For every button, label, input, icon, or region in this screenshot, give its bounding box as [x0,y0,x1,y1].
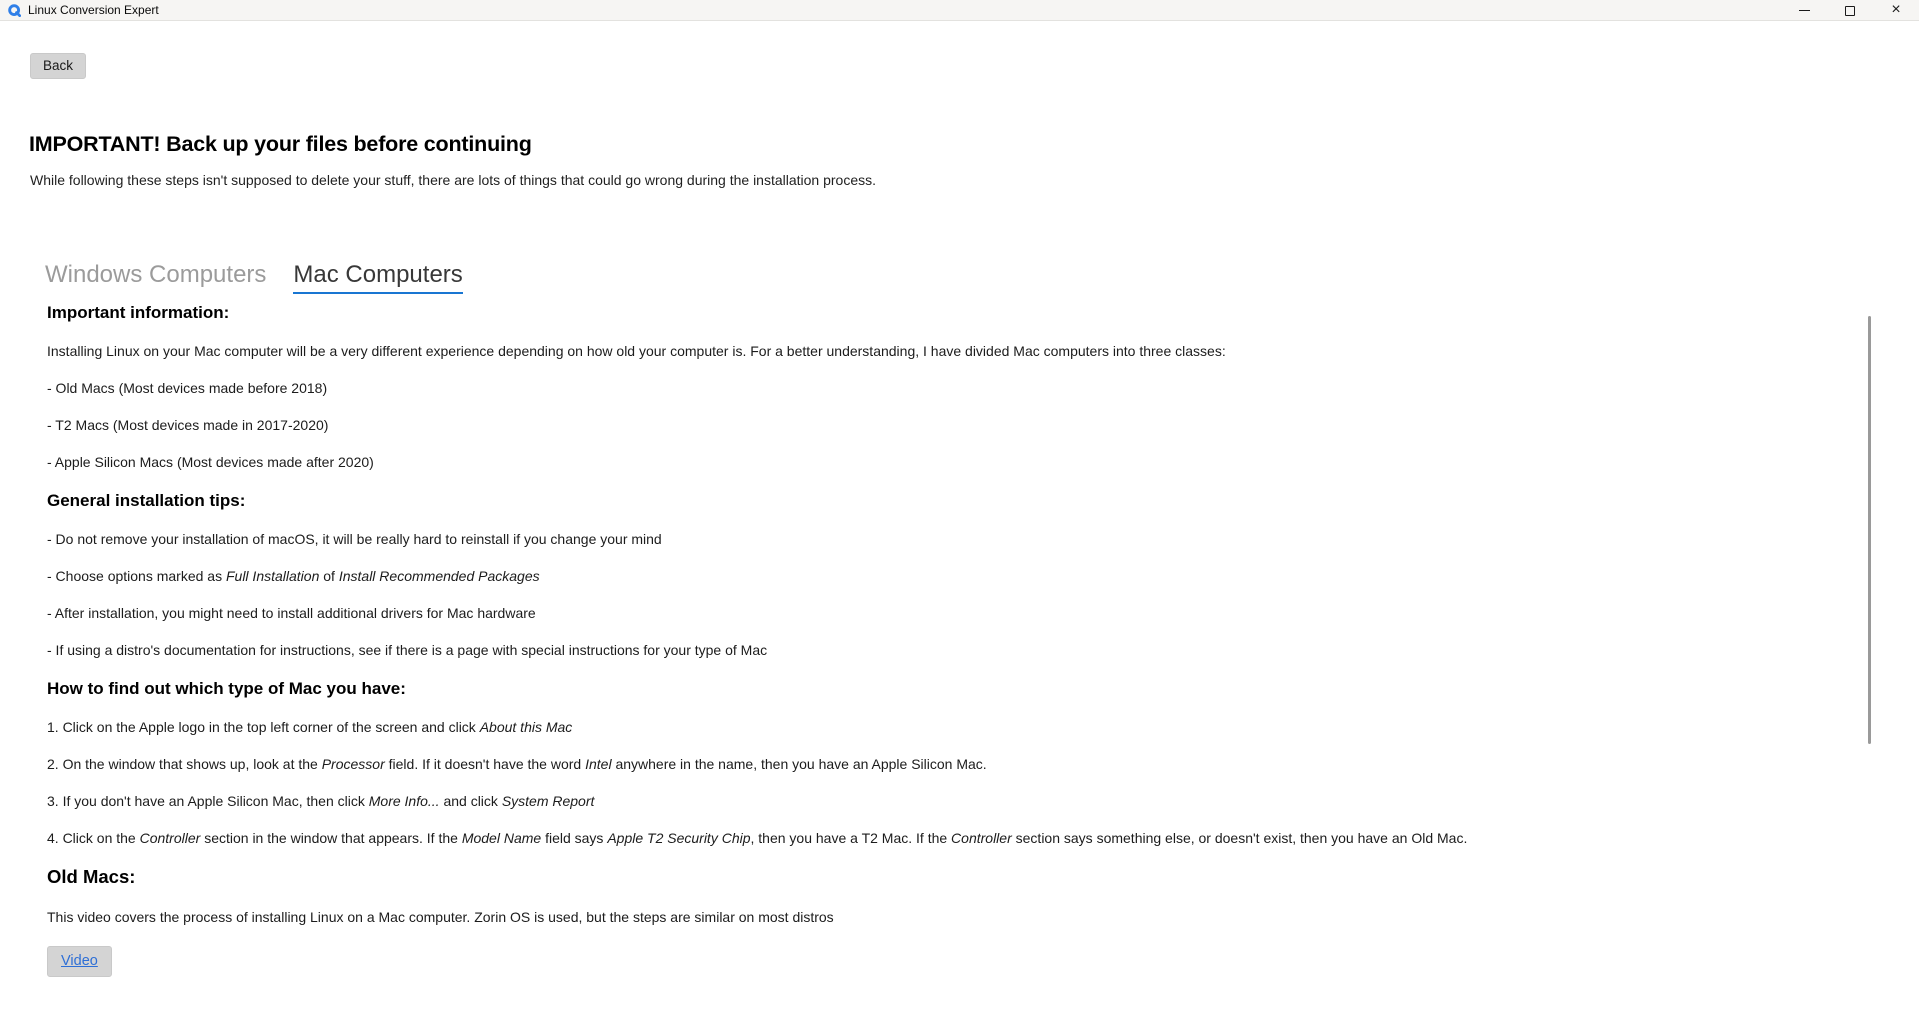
scrollbar-thumb[interactable] [1868,316,1871,744]
page-title: IMPORTANT! Back up your files before continuing [29,132,532,156]
minimize-button[interactable] [1781,0,1827,20]
close-icon: × [1891,1,1901,18]
page-subtitle: While following these steps isn't supposed to delete your stuff, there are lots of things that could go wrong during the installation process. [30,172,877,188]
content-heading: General installation tips: [47,491,246,510]
minimize-icon [1799,10,1810,11]
back-button[interactable]: Back [30,53,86,79]
content-line: 2. On the window that shows up, look at the Processor field. If it doesn't have the word Intel anywhere in the name, then you have an Apple Silicon Mac. [47,756,987,772]
content-line: - Choose options marked as Full Installation of Install Recommended Packages [47,568,540,584]
window-title: Linux Conversion Expert [28,3,159,17]
tab-content [47,303,1747,925]
tab-mac-computers[interactable]: Mac Computers [293,262,462,294]
content-line: - Old Macs (Most devices made before 2018) [47,380,328,396]
app-logo-icon [8,4,21,17]
content-line: 3. If you don't have an Apple Silicon Mac, then click More Info... and click System Report [47,793,595,809]
content-line: - Apple Silicon Macs (Most devices made after 2020) [47,454,374,470]
content-line: - T2 Macs (Most devices made in 2017-2020) [47,417,329,433]
tab-bar [45,262,1919,294]
content-heading: Important information: [47,303,230,322]
content-heading: How to find out which type of Mac you have: [47,679,406,698]
content-line: - Do not remove your installation of macOS, it will be really hard to reinstall if you change your mind [47,531,662,547]
content-line: - After installation, you might need to install additional drivers for Mac hardware [47,605,536,621]
content-heading: Old Macs: [47,866,136,887]
content-line: Installing Linux on your Mac computer will be a very different experience depending on how old your computer is. For a better understanding, I have divided Mac computers into three classes: [47,343,1226,359]
video-button[interactable] [47,946,112,977]
content-line: - If using a distro's documentation for instructions, see if there is a page with special instructions for your type of Mac [47,642,768,658]
window-controls [1781,0,1919,20]
maximize-button[interactable] [1827,0,1873,20]
content-line: 4. Click on the Controller section in the window that appears. If the Model Name field says Apple T2 Security Chip, then you have a T2 Mac. If the Controller section says something else, or doesn't exist, then you have an Old Mac. [47,830,1468,846]
close-button[interactable] [1873,0,1919,20]
content-line: This video covers the process of installing Linux on a Mac computer. Zorin OS is used, but the steps are similar on most distros [47,909,834,925]
video-link-label: Video [61,953,98,969]
tab-windows-computers[interactable]: Windows Computers [45,261,267,288]
titlebar [0,0,1919,21]
content-line: 1. Click on the Apple logo in the top left corner of the screen and click About this Mac [47,719,573,735]
restore-icon [1845,6,1855,16]
